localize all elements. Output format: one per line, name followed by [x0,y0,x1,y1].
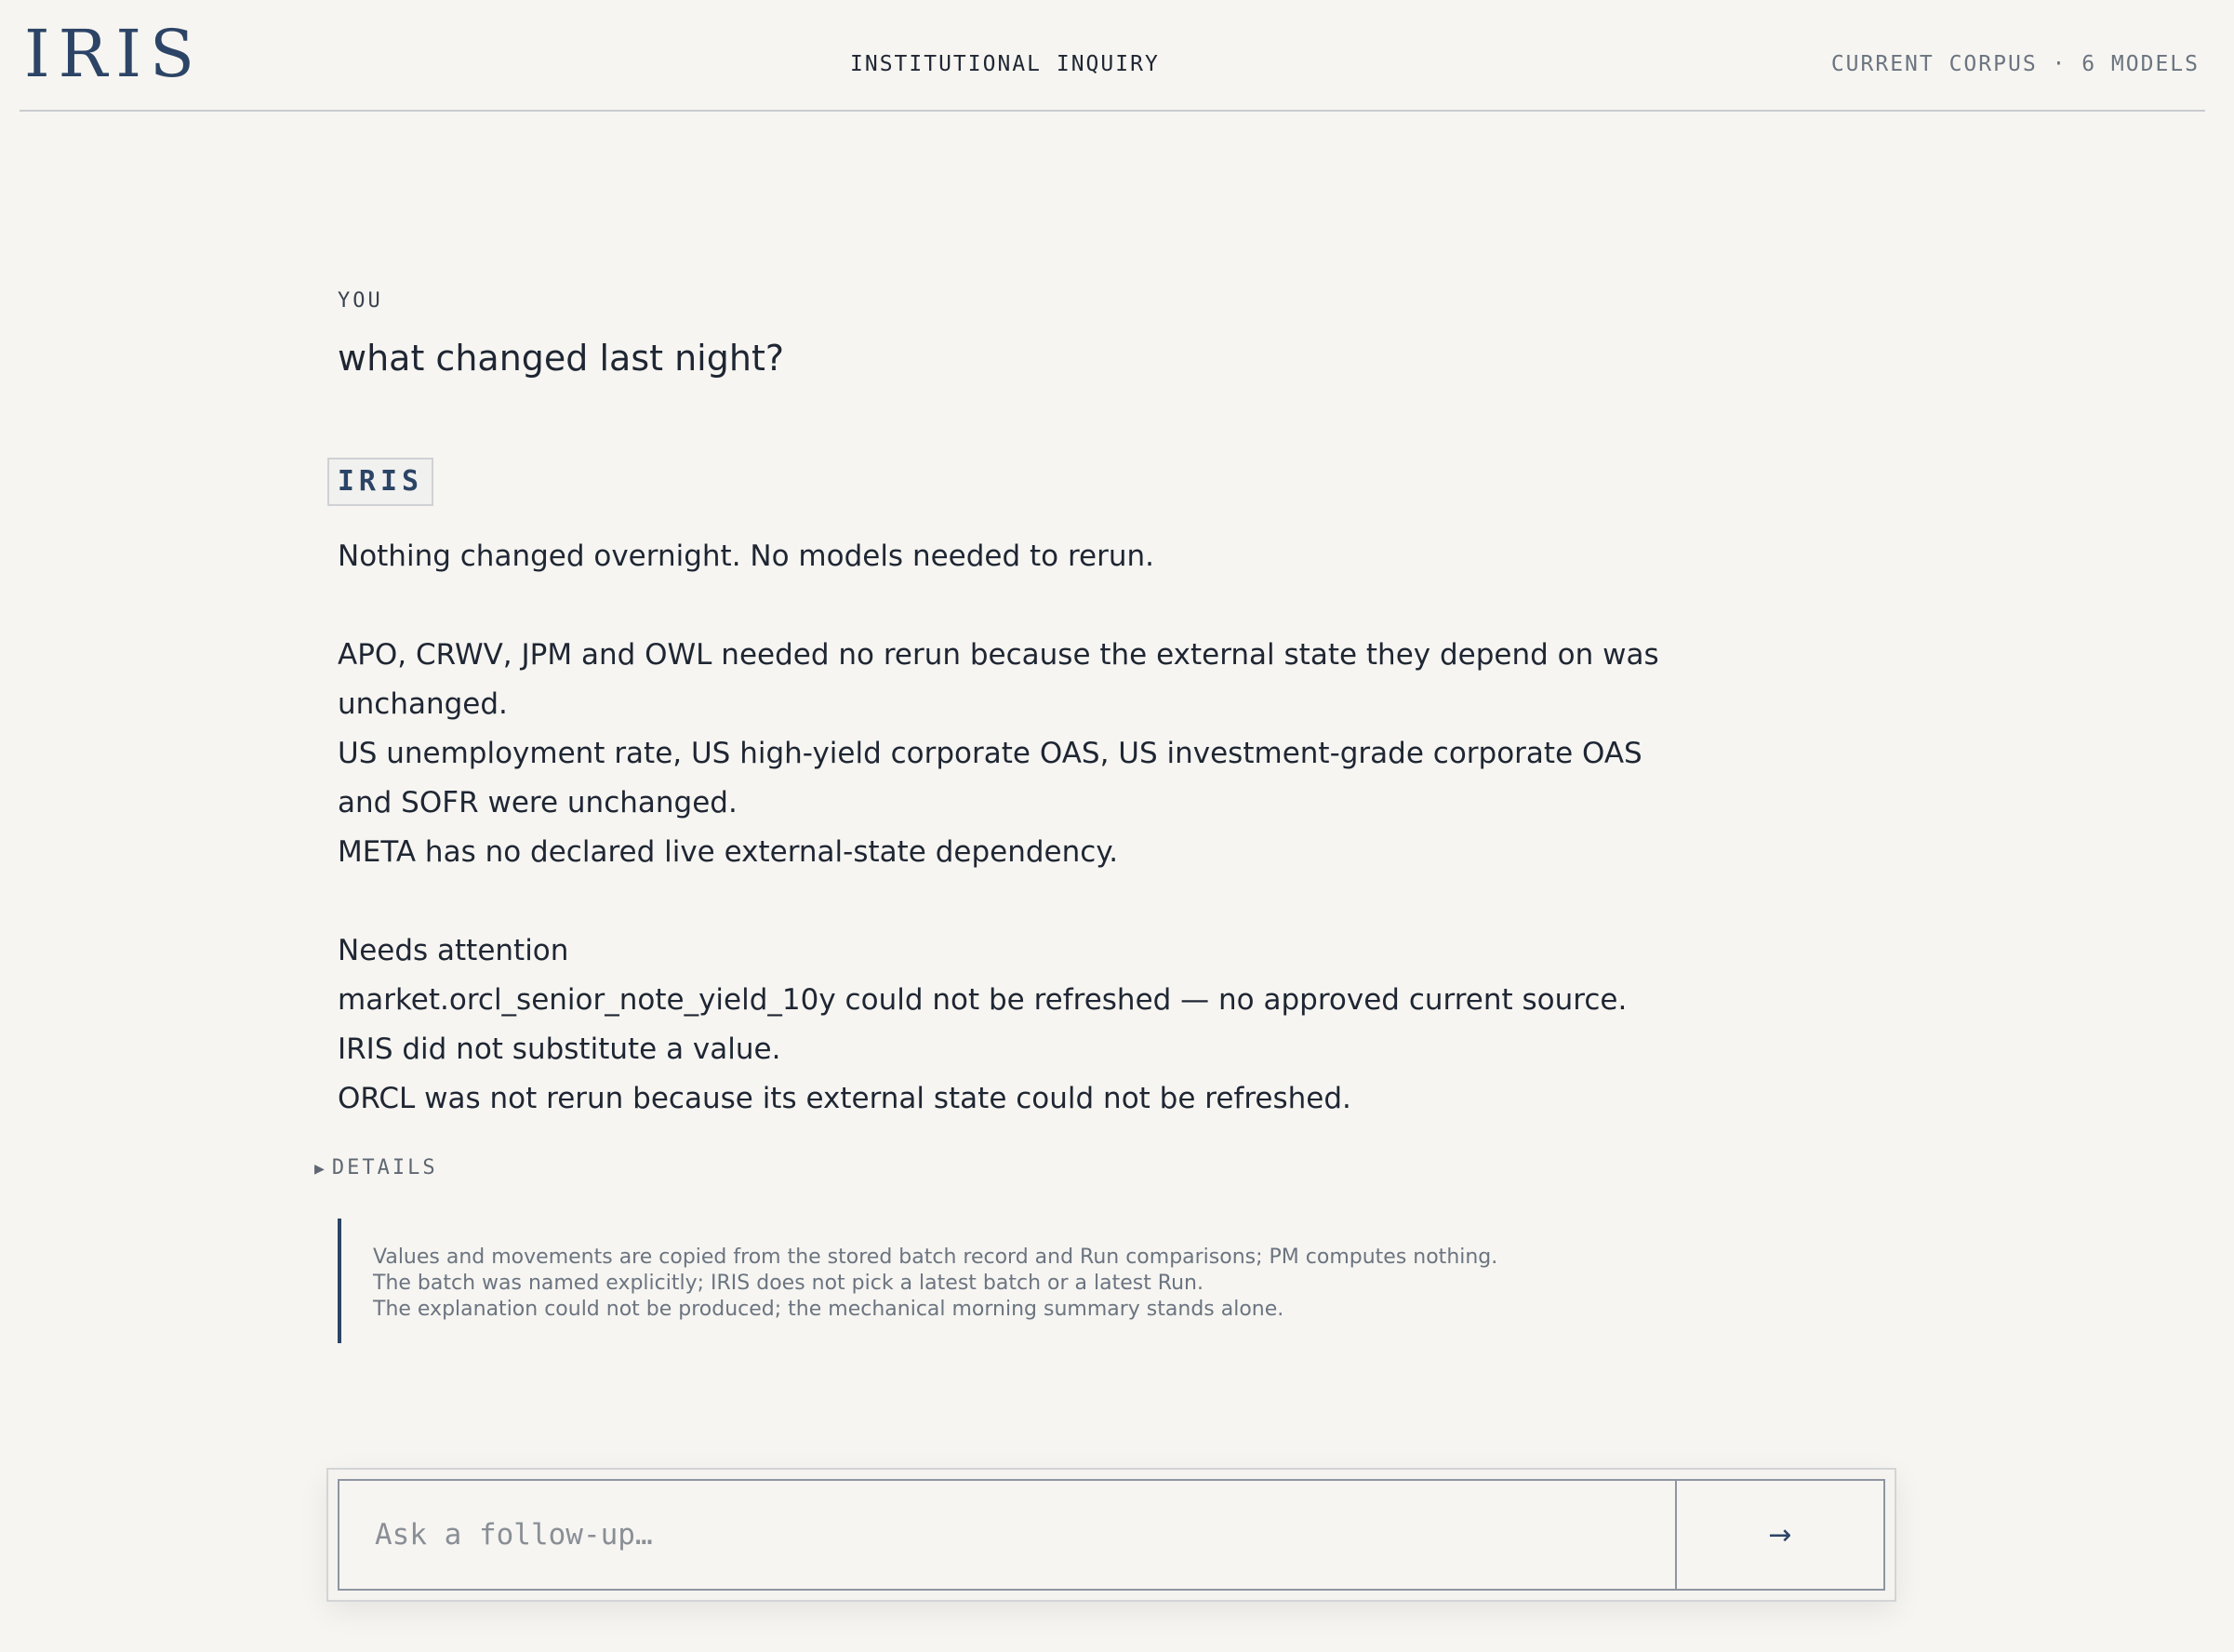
details-toggle[interactable] [314,1156,438,1179]
details-label: DETAILS [331,1156,438,1179]
answer-line: APO, CRWV, JPM and OWL needed no rerun because the external state they depend on was unchanged. [338,638,1659,721]
user-label: YOU [338,289,383,313]
triangle-right-icon: ▶ [314,1159,325,1179]
answer-line: US unemployment rate, US high-yield corporate OAS, US investment-grade corporate OAS and SOFR were unchanged. [338,737,1642,819]
answer-summary: Nothing changed overnight. No models needed to rerun. [338,540,1155,573]
details-notes [338,1219,1640,1343]
page-title: INSTITUTIONAL INQUIRY [850,52,1160,76]
arrow-right-icon: → [1768,1518,1792,1552]
composer [326,1468,1896,1602]
paragraph-gap [338,581,1677,631]
answer-line: ORCL was not rerun because its external state could not be refreshed. [338,1082,1351,1115]
answer-line: market.orcl_senior_note_yield_10y could not be refreshed — no approved current source. IRIS did not substitute a value. [338,983,1628,1066]
attention-heading: Needs attention [338,934,569,967]
note-line: The batch was named explicitly; IRIS does not pick a latest batch or a latest Run. [373,1272,1203,1295]
assistant-answer [338,532,1677,1124]
note-line: Values and movements are copied from the stored batch record and Run comparisons; PM computes nothing. [373,1246,1498,1269]
answer-line: META has no declared live external-state dependency. [338,835,1119,869]
send-button[interactable] [1675,1481,1883,1589]
follow-up-input[interactable] [339,1481,1675,1589]
composer-field [338,1479,1885,1591]
paragraph-gap [338,877,1677,926]
app-logo: IRIS [24,16,203,92]
assistant-badge: IRIS [327,458,433,506]
note-line: The explanation could not be produced; the mechanical morning summary stands alone. [373,1298,1284,1321]
user-question: what changed last night? [338,338,785,379]
app-header [20,0,2205,112]
corpus-status: CURRENT CORPUS · 6 MODELS [1830,52,2200,76]
